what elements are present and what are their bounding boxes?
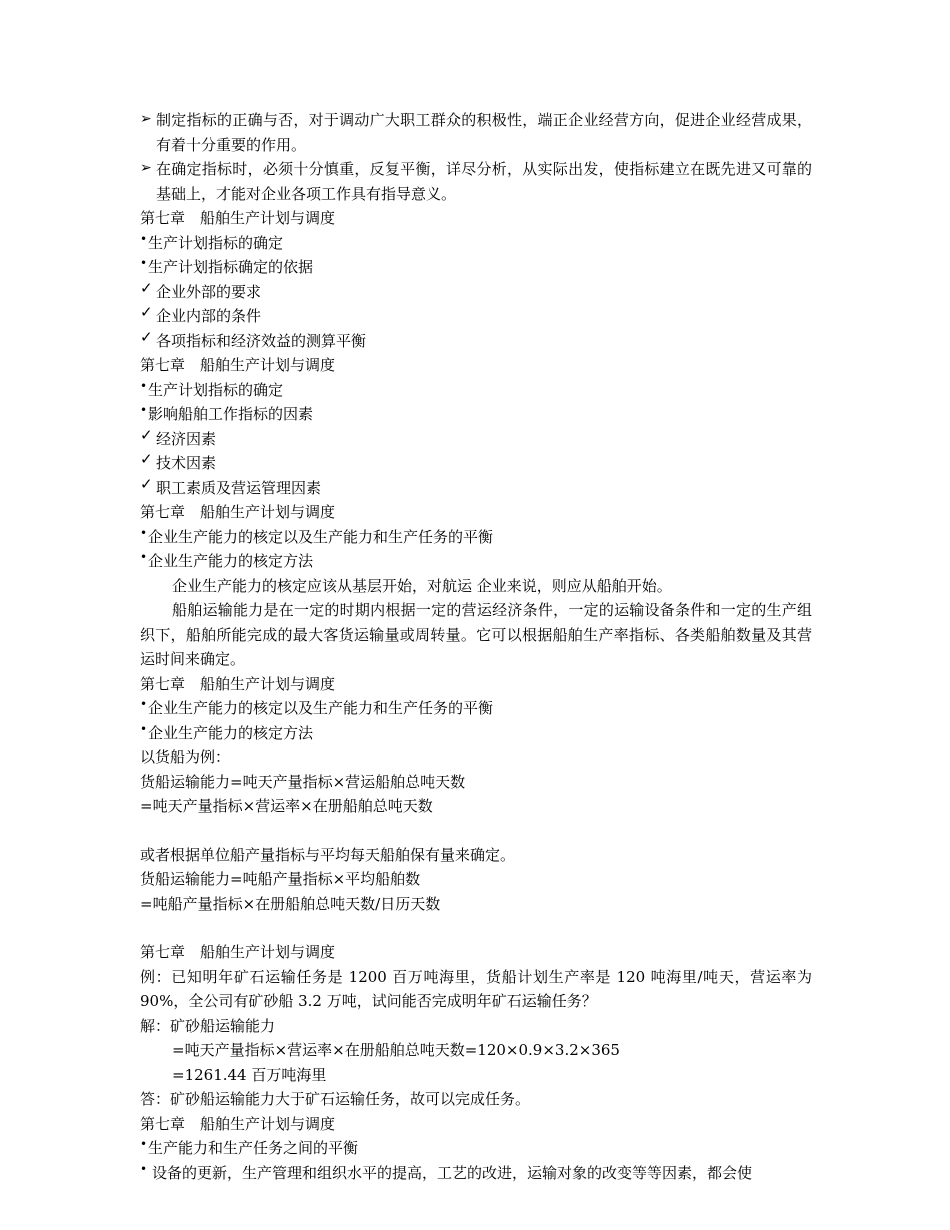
dot-bullet-icon: • [140, 1137, 148, 1151]
paragraph: 船舶运输能力是在一定的时期内根据一定的营运经济条件，一定的运输设备条件和一定的生产组织下，船舶所能完成的最大客货运输量或周转量。它可以根据船舶生产率指标、各类船舶数量及其营运时间来确定。 [140, 601, 812, 668]
solution-line: 解：矿砂船运输能力 [140, 1016, 276, 1035]
arrow-item [140, 108, 812, 157]
bullet-item [140, 549, 812, 574]
bullet-text: 生产计划指标确定的依据 [148, 258, 314, 276]
chapter-heading: 第七章 船舶生产计划与调度 [140, 356, 336, 374]
paragraph: 企业生产能力的核定应该从基层开始，对航运 企业来说，则应从船舶开始。 [172, 576, 672, 595]
check-icon: ✓ [140, 278, 153, 297]
bullet-text: 生产能力和生产任务之间的平衡 [148, 1139, 359, 1157]
arrow-item [140, 157, 812, 206]
bullet-text: 企业生产能力的核定以及生产能力和生产任务的平衡 [148, 527, 494, 546]
dot-bullet-icon: • [140, 231, 148, 246]
dot-bullet-icon: • [140, 1161, 148, 1176]
bullet-item [140, 255, 812, 280]
bullet-text: 影响船舶工作指标的因素 [148, 405, 314, 423]
bullet-item [140, 525, 812, 550]
bullet-item [140, 231, 812, 256]
dot-bullet-icon: • [140, 403, 148, 417]
check-item [140, 329, 812, 354]
check-item [140, 451, 812, 476]
bullet-text: 生产计划指标的确定 [148, 233, 284, 252]
dot-bullet-icon: • [140, 721, 148, 736]
bullet-item [140, 378, 812, 403]
chapter-heading: 第七章 船舶生产计划与调度 [140, 1114, 336, 1133]
bullet-text: 企业生产能力的核定以及生产能力和生产任务的平衡 [148, 699, 494, 717]
dot-bullet-icon: • [140, 697, 148, 711]
chapter-heading: 第七章 船舶生产计划与调度 [140, 674, 336, 693]
chapter-heading: 第七章 船舶生产计划与调度 [140, 943, 336, 961]
bullet-item [140, 696, 812, 721]
bullet-text: 生产计划指标的确定 [148, 380, 284, 399]
blank-line [140, 819, 812, 843]
example-text: 例：已知明年矿石运输任务是 1200 百万吨海里，货船计划生产率是 120 吨海里/吨天，营运率为 90%，全公司有矿砂船 3.2 万吨，试问能否完成明年矿石运输任务？ [140, 967, 812, 1010]
arrow-bullet-icon: ➢ [140, 160, 152, 176]
check-icon: ✓ [140, 303, 153, 321]
check-icon: ✓ [140, 327, 153, 346]
bullet-item [140, 1136, 812, 1161]
check-text: 企业内部的条件 [156, 307, 262, 325]
paragraph: 在确定指标时，必须十分慎重，反复平衡，详尽分析，从实际出发，使指标建立在既先进又可靠的基础上，才能对企业各项工作具有指导意义。 [156, 160, 812, 203]
check-text: 技术因素 [156, 454, 217, 472]
check-icon: ✓ [140, 450, 153, 468]
blank-line [140, 916, 812, 940]
check-item [140, 304, 812, 329]
check-icon: ✓ [140, 425, 153, 444]
bullet-text: 企业生产能力的核定方法 [148, 723, 314, 742]
text-line: 以货船为例： [140, 748, 231, 766]
chapter-heading: 第七章 船舶生产计划与调度 [140, 209, 336, 227]
check-icon: ✓ [140, 474, 153, 493]
check-text: 职工素质及营运管理因素 [156, 478, 322, 497]
bullet-text: 企业生产能力的核定方法 [148, 552, 314, 570]
formula-line: =吨船产量指标×在册船舶总吨天数/日历天数 [140, 894, 441, 913]
text-line: 或者根据单位船产量指标与平均每天船舶保有量来确定。 [140, 845, 516, 864]
check-text: 各项指标和经济效益的测算平衡 [156, 331, 367, 350]
bullet-item [140, 721, 812, 746]
answer-line: 答：矿砂船运输能力大于矿石运输任务，故可以完成任务。 [140, 1090, 531, 1108]
bullet-item [140, 402, 812, 427]
chapter-heading: 第七章 船舶生产计划与调度 [140, 503, 336, 521]
dot-bullet-icon: • [140, 525, 148, 540]
check-item [140, 427, 812, 452]
dot-bullet-icon: • [140, 256, 148, 270]
document-page [140, 108, 812, 1185]
formula-line: =吨天产量指标×营运率×在册船舶总吨天数 [140, 797, 433, 815]
check-text: 企业外部的要求 [156, 282, 262, 301]
bullet-item [140, 1161, 812, 1186]
check-item [140, 280, 812, 305]
formula-line: =1261.44 百万吨海里 [172, 1065, 327, 1084]
formula-line: =吨天产量指标×营运率×在册船舶总吨天数=120×0.9×3.2×365 [172, 1041, 620, 1059]
bullet-text: 设备的更新，生产管理和组织水平的提高，工艺的改进，运输对象的改变等等因素，都会使 [152, 1163, 753, 1182]
paragraph: 制定指标的正确与否，对于调动广大职工群众的积极性，端正企业经营方向，促进企业经营成果，有着十分重要的作用。 [156, 111, 812, 154]
dot-bullet-icon: • [140, 378, 148, 393]
formula-line: 货船运输能力=吨天产量指标×营运船舶总吨天数 [140, 772, 466, 791]
arrow-bullet-icon: ➢ [140, 111, 152, 127]
formula-line: 货船运输能力=吨船产量指标×平均船舶数 [140, 870, 421, 888]
check-item [140, 476, 812, 501]
check-text: 经济因素 [156, 429, 217, 448]
dot-bullet-icon: • [140, 550, 148, 564]
